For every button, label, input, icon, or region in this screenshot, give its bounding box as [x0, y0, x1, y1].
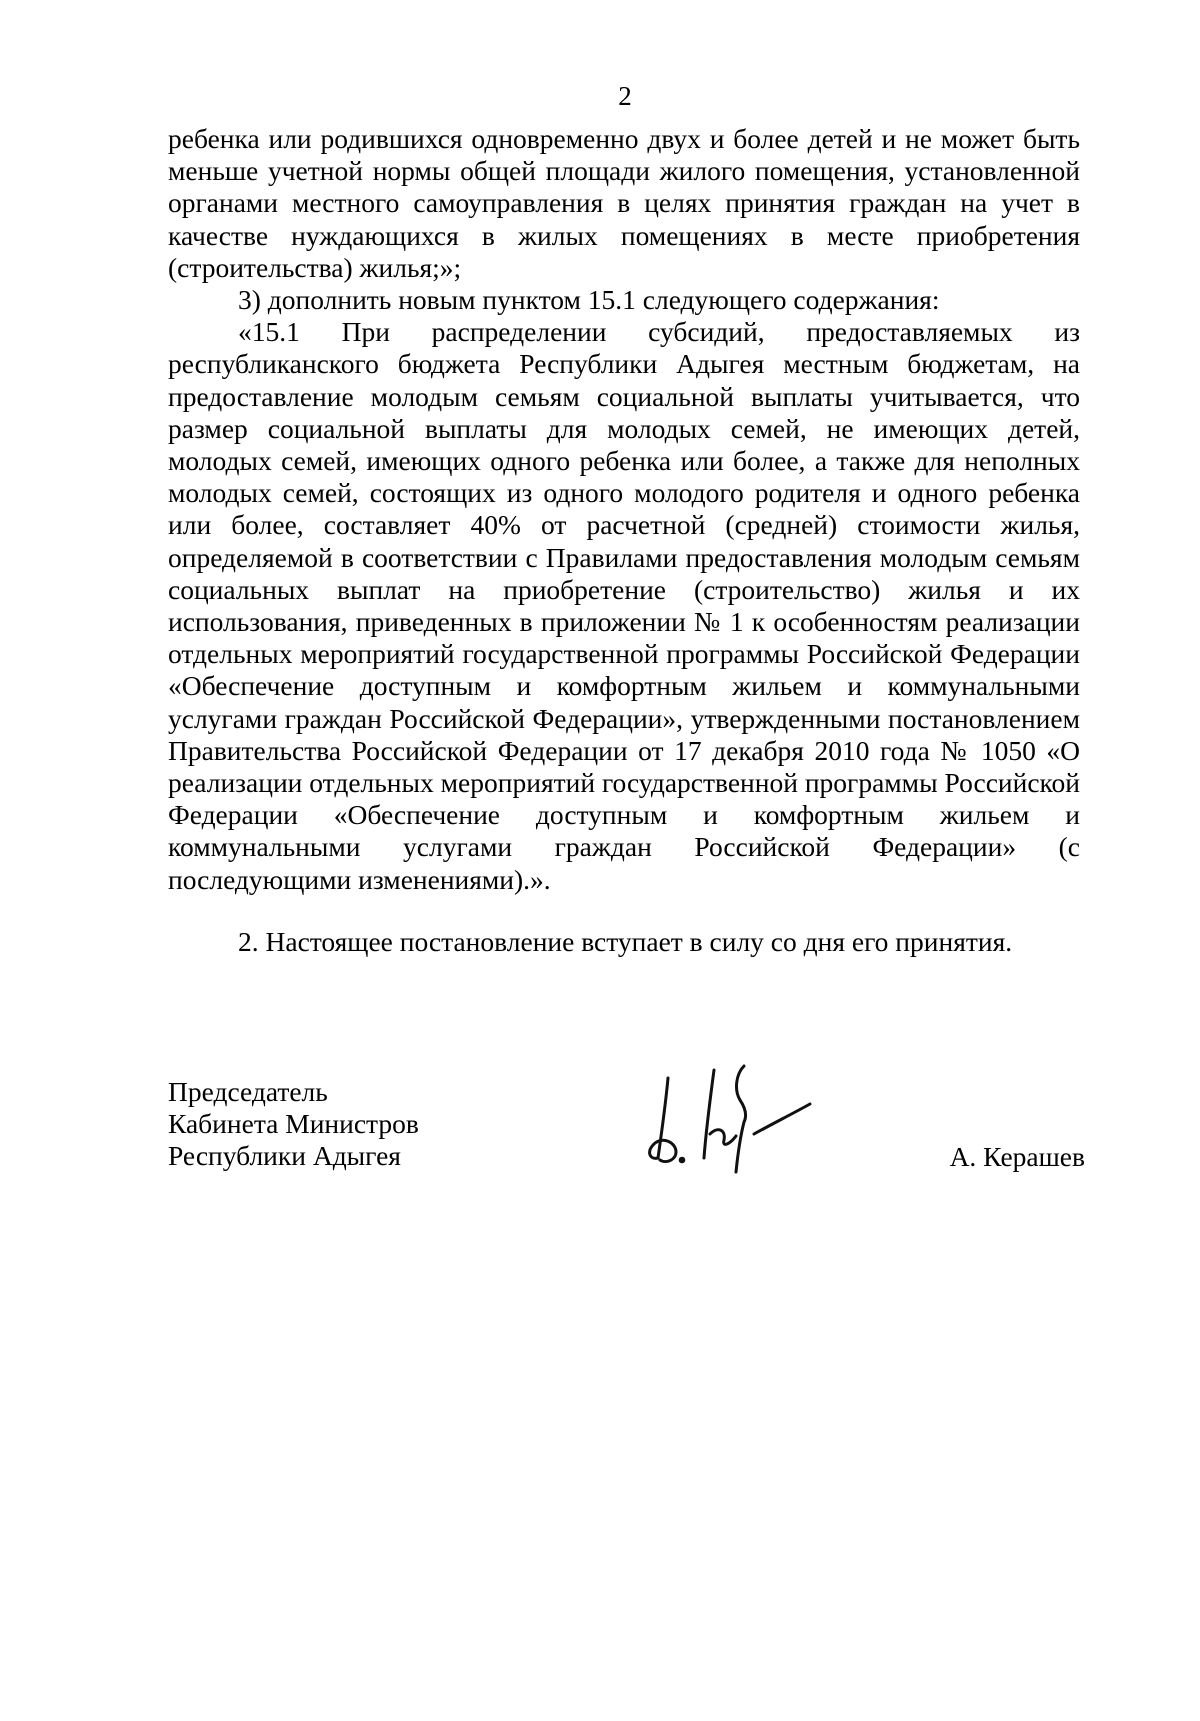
signatory-position-line: Председатель: [168, 1076, 328, 1107]
signatory-name: А. Керашев: [949, 1141, 1085, 1172]
signatory-position: [168, 1076, 419, 1173]
paragraph-item-3: 3) дополнить новым пунктом 15.1 следующего содержания:: [238, 284, 940, 316]
signatory-position-line: Республики Адыгея: [168, 1140, 401, 1172]
page-number: 2: [618, 81, 632, 111]
paragraph-continuation: ребенка или родившихся одновременно двух и более детей и не может быть меньше учетной нормы общей площади жилого помещения, установленной органами местного самоуправления в целях принятия граждан на учет в качестве нуждающихся в жилых помещениях в месте приобретения (строительства) жилья;»;: [168, 123, 1080, 283]
handwritten-signature: [640, 1060, 820, 1180]
signatory-position-line: Кабинета Министров: [168, 1108, 419, 1140]
paragraph-item-15-1: «15.1 При распределении субсидий, предоставляемых из республиканского бюджета Республики Адыгея местным бюджетам, на предоставление молодым семьям социальной выплаты учитывается, что размер социальной выплаты для молодых семей, не имеющих детей, молодых семей, имеющих одного ребенка или более, а также для неполных молодых семей, состоящих из одного молодого родителя и одного ребенка или более, составляет 40% от расчетной (средней) стоимости жилья, определяемой в соответствии с Правилами предоставления молодым семьям социальных выплат на приобретение (строительство) жилья и их использования, приведенных в приложении № 1 к особенностям реализации отдельных мероприятий государственной программы Российской Федерации «Обеспечение доступным и комфортным жильем и коммунальными услугами граждан Российской Федерации», утвержденными постановлением Правительства Российской Федерации от 17 декабря 2010 года № 1050 «О реализации отдельных мероприятий государственной программы Российской Федерации «Обеспечение доступным и комфортным жильем и коммунальными услугами граждан Российской Федерации» (с последующими изменениями).».: [168, 316, 1080, 895]
paragraph-effective-date: 2. Настоящее постановление вступает в силу со дня его принятия.: [238, 925, 1013, 957]
document-body: [168, 123, 1080, 958]
